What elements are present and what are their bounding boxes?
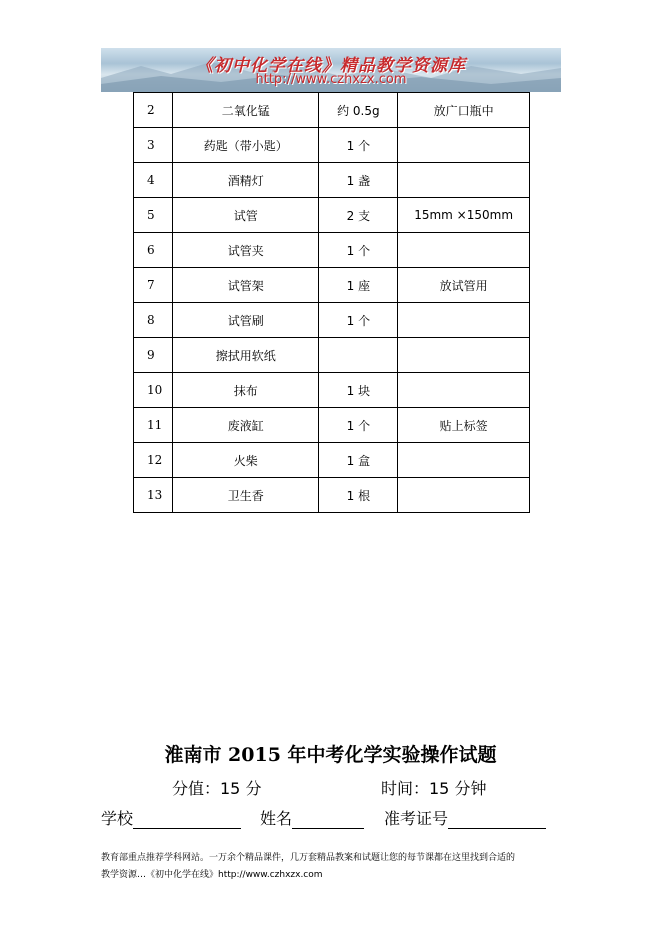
cell-no: 9	[134, 338, 173, 373]
cell-note	[398, 338, 530, 373]
cell-name: 火柴	[172, 443, 319, 478]
cell-note: 放广口瓶中	[398, 93, 530, 128]
cell-qty	[319, 338, 398, 373]
cell-note	[398, 303, 530, 338]
cell-no: 7	[134, 268, 173, 303]
table-row	[134, 93, 530, 128]
cell-note: 贴上标签	[398, 408, 530, 443]
score-label: 分值：15 分	[172, 779, 262, 798]
cell-name: 试管夹	[172, 233, 319, 268]
table-row	[134, 443, 530, 478]
cell-no: 6	[134, 233, 173, 268]
school-label: 学校	[101, 809, 134, 828]
name-blank	[292, 811, 364, 829]
footer-line-1: 教育部重点推荐学科网站。一万余个精品课件，几万套精品教案和试题让您的每节课都在这里找到合适的	[101, 853, 516, 863]
table-row	[134, 478, 530, 513]
cell-note	[398, 163, 530, 198]
cell-qty: 1 个	[319, 303, 398, 338]
cell-name: 卫生香	[172, 478, 319, 513]
cell-note: 放试管用	[398, 268, 530, 303]
table-row	[134, 338, 530, 373]
table-row	[134, 408, 530, 443]
table-row	[134, 128, 530, 163]
cell-name: 酒精灯	[172, 163, 319, 198]
cell-name: 二氧化锰	[172, 93, 319, 128]
cell-name: 废液缸	[172, 408, 319, 443]
cell-qty: 1 盒	[319, 443, 398, 478]
time-label: 时间：15 分钟	[381, 779, 487, 798]
cell-qty: 1 座	[319, 268, 398, 303]
cell-note	[398, 128, 530, 163]
cell-note	[398, 373, 530, 408]
id-blank	[448, 811, 546, 829]
cell-note	[398, 478, 530, 513]
table-row	[134, 163, 530, 198]
cell-no: 5	[134, 198, 173, 233]
cell-name: 擦拭用软纸	[172, 338, 319, 373]
equipment-table	[133, 92, 530, 513]
banner-url[interactable]: http://www.czhxzx.com	[255, 72, 407, 87]
cell-note	[398, 233, 530, 268]
cell-name: 试管刷	[172, 303, 319, 338]
banner-title: 《初中化学在线》精品教学资源库	[196, 56, 466, 76]
cell-no: 4	[134, 163, 173, 198]
cell-no: 2	[134, 93, 173, 128]
table-row	[134, 198, 530, 233]
cell-no: 11	[134, 408, 173, 443]
cell-no: 10	[134, 373, 173, 408]
id-label: 准考证号	[384, 809, 449, 828]
table-row	[134, 268, 530, 303]
cell-name: 抹布	[172, 373, 319, 408]
id-field	[384, 806, 546, 829]
table-row	[134, 303, 530, 338]
cell-name: 试管	[172, 198, 319, 233]
cell-qty: 1 个	[319, 233, 398, 268]
cell-no: 3	[134, 128, 173, 163]
school-field	[101, 806, 241, 829]
header-banner	[101, 48, 561, 92]
table-row	[134, 233, 530, 268]
footer-line-2: 教学资源…《初中化学在线》http://www.czhxzx.com	[101, 870, 323, 880]
cell-no: 8	[134, 303, 173, 338]
cell-note	[398, 443, 530, 478]
name-label: 姓名	[260, 809, 293, 828]
cell-qty: 1 块	[319, 373, 398, 408]
cell-qty: 1 个	[319, 408, 398, 443]
cell-qty: 1 盏	[319, 163, 398, 198]
cell-no: 12	[134, 443, 173, 478]
cell-no: 13	[134, 478, 173, 513]
cell-name: 药匙（带小匙）	[172, 128, 319, 163]
cell-qty: 2 支	[319, 198, 398, 233]
exam-title: 淮南市 2015 年中考化学实验操作试题	[164, 744, 497, 766]
cell-note: 15mm ×150mm	[398, 198, 530, 233]
table-row	[134, 373, 530, 408]
school-blank	[133, 811, 241, 829]
cell-qty: 约 0.5g	[319, 93, 398, 128]
cell-qty: 1 根	[319, 478, 398, 513]
cell-name: 试管架	[172, 268, 319, 303]
footer-note	[101, 850, 563, 884]
name-field	[260, 806, 364, 829]
cell-qty: 1 个	[319, 128, 398, 163]
